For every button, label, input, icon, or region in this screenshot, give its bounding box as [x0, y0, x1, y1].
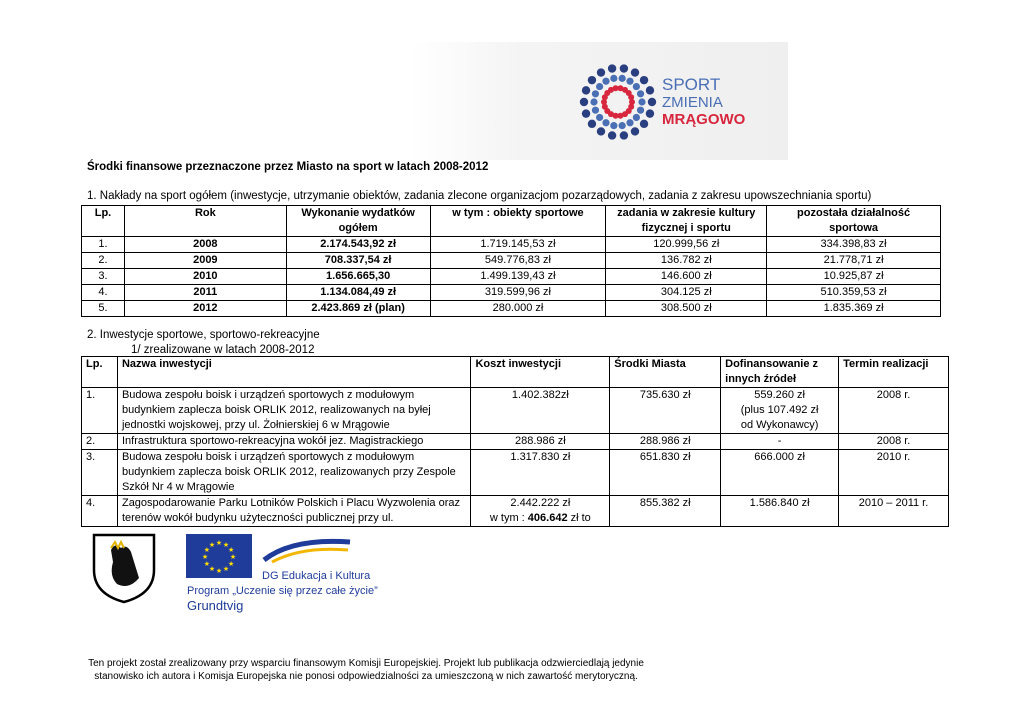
- term-cell: 2010 r.: [839, 450, 949, 496]
- cost-value: 288.986 zł: [514, 435, 566, 447]
- table-cell: 2011: [124, 285, 286, 301]
- table-cell: 708.337,54 zł: [286, 253, 430, 269]
- logo-dot: [592, 107, 599, 114]
- logo-dot: [631, 127, 639, 135]
- eu-flag: [186, 534, 252, 578]
- table-cell: 280.000 zł: [430, 301, 606, 317]
- cofinancing-cell: [721, 496, 839, 527]
- llp-swoosh-icon: [262, 534, 352, 564]
- logo-dot: [626, 78, 633, 85]
- dg-label: DG Edukacja i Kultura: [262, 570, 371, 582]
- logo-line1: SPORT: [662, 75, 721, 94]
- table-row: [82, 450, 949, 496]
- cofinancing-line: od Wykonawcy): [740, 419, 819, 431]
- lp-cell: 3.: [82, 450, 118, 496]
- cost-value: 1.317.830 zł: [510, 451, 571, 463]
- logo-dot: [631, 68, 639, 76]
- eu-star: ★: [222, 566, 230, 574]
- table-cell: 308.500 zł: [606, 301, 767, 317]
- logo-ring-icon: [578, 62, 748, 142]
- table-cell: 549.776,83 zł: [430, 253, 606, 269]
- cofinancing-cell: [721, 388, 839, 434]
- section2-heading: 2. Inwestycje sportowe, sportowo-rekreacyjne: [87, 329, 320, 341]
- city-funds-cell: 651.830 zł: [610, 450, 721, 496]
- term-cell: 2008 r.: [839, 388, 949, 434]
- logo-dot: [582, 86, 590, 94]
- table-cell: 2.423.869 zł (plan): [286, 301, 430, 317]
- logo-dot: [648, 98, 656, 106]
- table-cell: 120.999,56 zł: [606, 237, 767, 253]
- logo-dot: [633, 83, 640, 90]
- program-label: Program „Uczenie się przez całe życie”: [187, 585, 378, 597]
- header-cell: Nazwa inwestycji: [117, 357, 470, 388]
- cost-note-amount: 406.642: [527, 512, 568, 524]
- section2-subheading: 1/ zrealizowane w latach 2008-2012: [131, 344, 315, 356]
- logo-dot: [628, 94, 634, 100]
- logo-dot: [596, 114, 603, 121]
- eu-star: ★: [208, 541, 216, 549]
- eu-star: ★: [203, 561, 211, 568]
- lp-cell: 1.: [82, 388, 118, 434]
- city-funds-cell: 735.630 zł: [610, 388, 721, 434]
- table-cell: 304.125 zł: [606, 285, 767, 301]
- name-cell: Zagospodarowanie Parku Lotników Polskich i Placu Wyzwolenia oraz terenów wokół budynku użyteczności publicznej przy ul.: [117, 496, 470, 527]
- header-cell: Koszt inwestycji: [471, 357, 610, 388]
- logo-line3: MRĄGOWO: [662, 111, 746, 128]
- table-row: [82, 301, 941, 317]
- cost-note-prefix: w tym :: [489, 512, 528, 524]
- table-cell: 2.174.543,92 zł: [286, 237, 430, 253]
- eu-star: ★: [201, 554, 209, 561]
- logo-dot: [633, 114, 640, 121]
- lp-cell: 2.: [82, 434, 118, 450]
- name-cell: Budowa zespołu boisk i urządzeń sportowych z modułowym budynkiem zaplecza boisk ORLIK 2012, realizowanych przy Zespole Szkół Nr 4 w Mrągowie: [117, 450, 470, 496]
- logo-dot: [592, 90, 599, 97]
- table-cell: 3.: [82, 269, 125, 285]
- table-row: [82, 434, 949, 450]
- coat-of-arms-icon: [91, 532, 157, 604]
- table-cell: 136.782 zł: [606, 253, 767, 269]
- investments-table-header: [82, 357, 949, 388]
- table-cell: 4.: [82, 285, 125, 301]
- header-cell: zadania w zakresie kultury fizycznej i sportu: [606, 206, 767, 237]
- logo-dot: [608, 131, 616, 139]
- lp-cell: 4.: [82, 496, 118, 527]
- table-cell: 2012: [124, 301, 286, 317]
- name-cell: Budowa zespołu boisk i urządzeń sportowych z modułowym budynkiem zaplecza boisk ORLIK 2012, realizowanych na byłej jednostki wojskowej, przy ul. Żołnierskiej 6 w Mrągowie: [117, 388, 470, 434]
- eu-star: ★: [229, 554, 237, 561]
- cost-value: 1.402.382zł: [511, 389, 569, 401]
- section1-heading: 1. Nakłady na sport ogółem (inwestycje, utrzymanie obiektów, zadania zlecone organizacjom pozarządowych, zadania z zakresu upowszechniania sportu): [87, 190, 872, 202]
- logo-dot: [640, 76, 648, 84]
- logo-dot: [620, 131, 628, 139]
- table-cell: 1.: [82, 237, 125, 253]
- cost-cell: [471, 450, 610, 496]
- eu-star: ★: [227, 547, 235, 554]
- logo-dot: [588, 120, 596, 128]
- cofinancing-line: 559.260 zł: [754, 389, 805, 401]
- table-row: [82, 269, 941, 285]
- cost-note: [475, 511, 605, 526]
- header-cell: Lp.: [82, 206, 125, 237]
- logo-dot: [610, 75, 617, 82]
- spending-table: [81, 205, 941, 317]
- city-funds-cell: 855.382 zł: [610, 496, 721, 527]
- logo-dot: [608, 64, 616, 72]
- table-cell: 1.656.665,30: [286, 269, 430, 285]
- logo-dot: [646, 109, 654, 117]
- logo-dot: [640, 120, 648, 128]
- table-row: [82, 253, 941, 269]
- sport-zmienia-mragowo-logo: [578, 62, 748, 142]
- term-cell: 2008 r.: [839, 434, 949, 450]
- logo-dot: [619, 122, 626, 129]
- eu-stars-icon: [186, 534, 252, 578]
- logo-dot: [588, 76, 596, 84]
- table-cell: 510.359,53 zł: [767, 285, 941, 301]
- spending-table-header: [82, 206, 941, 237]
- cost-cell: [471, 434, 610, 450]
- header-cell: Środki Miasta: [610, 357, 721, 388]
- logo-dot: [596, 83, 603, 90]
- table-row: [82, 237, 941, 253]
- table-cell: 146.600 zł: [606, 269, 767, 285]
- table-cell: 21.778,71 zł: [767, 253, 941, 269]
- cost-cell: [471, 388, 610, 434]
- header-cell: Lp.: [82, 357, 118, 388]
- header-cell: Rok: [124, 206, 286, 237]
- logo-dot: [580, 98, 588, 106]
- logo-dot: [638, 98, 645, 105]
- logo-dot: [590, 98, 597, 105]
- term-cell: 2010 – 2011 r.: [839, 496, 949, 527]
- table-row: [82, 285, 941, 301]
- document-title: Środki finansowe przeznaczone przez Miasto na sport w latach 2008-2012: [87, 161, 489, 173]
- footer-disclaimer: Ten projekt został zrealizowany przy wsparciu finansowym Komisji Europejskiej. Projekt lub publikacja odzwierciedlają jedynie stanowisko ich autora i Komisja Europejska nie ponosi odpowiedzialności za umieszczoną w nich zawartość merytoryczną.: [88, 658, 644, 682]
- logo-dot: [597, 127, 605, 135]
- cofinancing-line: -: [777, 435, 782, 447]
- logo-dot: [620, 64, 628, 72]
- eu-star: ★: [203, 547, 211, 554]
- header-cell: Termin realizacji: [839, 357, 949, 388]
- logo-dot: [637, 107, 644, 114]
- logo-line2: ZMIENIA: [662, 94, 723, 111]
- table-cell: 2.: [82, 253, 125, 269]
- cost-cell: [471, 496, 610, 527]
- logo-dot: [610, 122, 617, 129]
- header-cell: Wykonanie wydatków ogółem: [286, 206, 430, 237]
- table-cell: 1.499.139,43 zł: [430, 269, 606, 285]
- mragowo-coat-of-arms: [91, 532, 157, 604]
- llp-swoosh: [262, 534, 352, 564]
- table-cell: 334.398,83 zł: [767, 237, 941, 253]
- cost-note-suffix: zł to: [567, 512, 591, 524]
- table-cell: 2010: [124, 269, 286, 285]
- grundtvig-label: Grundtvig: [187, 598, 244, 613]
- table-row: [82, 496, 949, 527]
- cofinancing-line: 666.000 zł: [754, 451, 805, 463]
- cofinancing-line: 1.586.840 zł: [749, 497, 810, 509]
- logo-dot: [626, 119, 633, 126]
- table-cell: 2008: [124, 237, 286, 253]
- table-cell: 1.719.145,53 zł: [430, 237, 606, 253]
- table-cell: 2009: [124, 253, 286, 269]
- cofinancing-line: (plus 107.492 zł: [740, 404, 819, 416]
- name-cell: Infrastruktura sportowo-rekreacyjna wokół jez. Magistrackiego: [117, 434, 470, 450]
- eu-star: ★: [227, 561, 235, 568]
- city-funds-cell: 288.986 zł: [610, 434, 721, 450]
- logo-dot: [646, 86, 654, 94]
- table-row: [82, 388, 949, 434]
- logo-dot: [602, 119, 609, 126]
- cofinancing-cell: [721, 434, 839, 450]
- table-cell: 1.835.369 zł: [767, 301, 941, 317]
- header-cell: w tym : obiekty sportowe: [430, 206, 606, 237]
- logo-dot: [602, 78, 609, 85]
- logo-dot: [582, 109, 590, 117]
- table-cell: 319.599,96 zł: [430, 285, 606, 301]
- table-cell: 5.: [82, 301, 125, 317]
- table-cell: 1.134.084,49 zł: [286, 285, 430, 301]
- eu-star: ★: [215, 540, 223, 547]
- table-cell: 10.925,87 zł: [767, 269, 941, 285]
- logo-dot: [637, 90, 644, 97]
- cofinancing-cell: [721, 450, 839, 496]
- logo-dot: [597, 68, 605, 76]
- investments-table: [81, 356, 949, 527]
- logo-dot: [619, 75, 626, 82]
- header-cell: Dofinansowanie z innych źródeł: [721, 357, 839, 388]
- eu-star: ★: [222, 541, 230, 549]
- eu-star: ★: [215, 568, 223, 575]
- header-cell: pozostała działalność sportowa: [767, 206, 941, 237]
- eu-star: ★: [208, 566, 216, 574]
- cost-value: 2.442.222 zł: [510, 497, 571, 509]
